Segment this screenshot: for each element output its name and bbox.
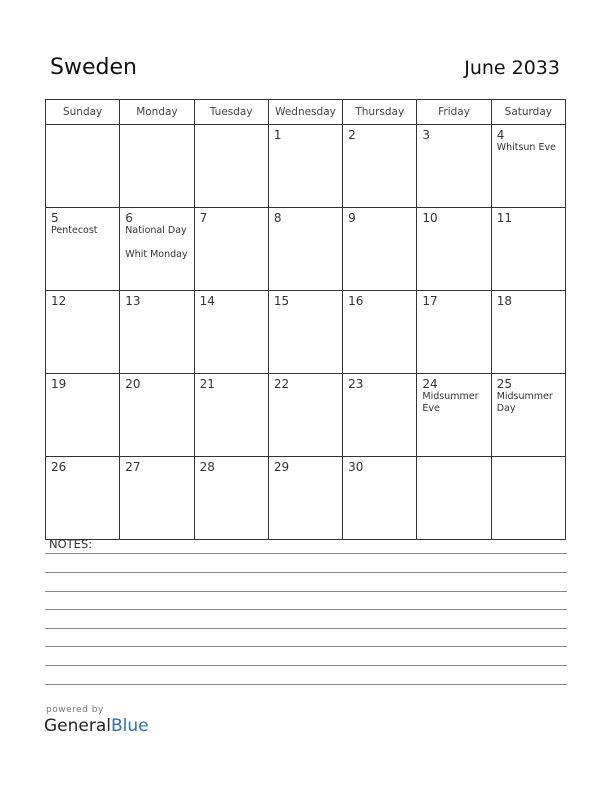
month-title: June 2033 — [464, 57, 560, 79]
notes-line — [45, 553, 567, 554]
day-number: 23 — [348, 377, 364, 391]
day-cell — [491, 208, 565, 291]
day-number: 7 — [199, 211, 208, 225]
weekday-header: Friday — [417, 100, 491, 125]
day-number: 28 — [199, 460, 215, 474]
day-number: 4 — [496, 128, 505, 142]
calendar-body — [46, 125, 566, 540]
weekday-header: Saturday — [491, 100, 565, 125]
notes-label: NOTES: — [49, 537, 93, 551]
day-cell — [268, 208, 342, 291]
calendar-grid — [45, 99, 566, 540]
week-row — [46, 457, 566, 540]
day-number: 11 — [496, 211, 512, 225]
day-cell — [120, 457, 194, 540]
day-number: 13 — [125, 294, 141, 308]
day-number: 1 — [273, 128, 282, 142]
week-row — [46, 125, 566, 208]
day-cell — [46, 125, 120, 208]
day-cell — [120, 208, 194, 291]
day-number: 18 — [496, 294, 512, 308]
weekday-header: Thursday — [343, 100, 417, 125]
holiday-label: Midsummer Day — [496, 391, 553, 414]
day-cell — [194, 291, 268, 374]
day-number: 24 — [422, 377, 438, 391]
day-cell — [46, 374, 120, 457]
notes-line — [45, 591, 567, 592]
day-cell — [417, 374, 491, 457]
day-cell — [491, 374, 565, 457]
weekday-header: Sunday — [46, 100, 120, 125]
logo-general-text: General — [44, 716, 111, 736]
notes-line — [45, 628, 567, 629]
day-number: 14 — [199, 294, 215, 308]
day-cell — [491, 125, 565, 208]
week-row — [46, 208, 566, 291]
day-number: 12 — [51, 294, 67, 308]
day-cell — [417, 291, 491, 374]
day-cell — [120, 374, 194, 457]
week-row — [46, 291, 566, 374]
day-cell — [417, 125, 491, 208]
day-cell — [343, 457, 417, 540]
day-cell — [268, 125, 342, 208]
day-cell — [46, 457, 120, 540]
logo-blue-text: Blue — [111, 716, 149, 736]
day-cell — [491, 457, 565, 540]
day-cell — [194, 457, 268, 540]
holiday-label: Whit Monday — [125, 249, 188, 260]
week-row — [46, 374, 566, 457]
day-cell — [120, 291, 194, 374]
notes-line — [45, 609, 567, 610]
notes-line — [45, 684, 567, 685]
day-number: 10 — [422, 211, 438, 225]
day-number: 25 — [496, 377, 512, 391]
weekday-header: Wednesday — [268, 100, 342, 125]
day-cell — [120, 125, 194, 208]
day-cell — [194, 125, 268, 208]
holiday-label: Pentecost — [51, 225, 98, 236]
generalblue-logo[interactable] — [44, 716, 149, 736]
holiday-label: National Day — [125, 225, 187, 236]
holiday-label: Whitsun Eve — [496, 142, 556, 153]
day-number: 5 — [51, 211, 59, 225]
day-cell — [194, 374, 268, 457]
country-title: Sweden — [50, 55, 137, 80]
holiday-label: Midsummer Eve — [422, 391, 479, 414]
day-cell — [268, 291, 342, 374]
day-number: 22 — [273, 377, 290, 391]
day-number: 26 — [51, 460, 67, 474]
day-cell — [417, 457, 491, 540]
weekday-header: Tuesday — [194, 100, 268, 125]
day-cell — [268, 374, 342, 457]
day-number: 21 — [199, 377, 215, 391]
day-cell — [343, 125, 417, 208]
day-number: 15 — [273, 294, 290, 308]
notes-line — [45, 646, 567, 647]
weekday-header: Monday — [120, 100, 194, 125]
day-number: 9 — [348, 211, 356, 225]
day-cell — [343, 208, 417, 291]
day-number: 16 — [348, 294, 364, 308]
day-number: 20 — [125, 377, 141, 391]
day-cell — [194, 208, 268, 291]
day-cell — [491, 291, 565, 374]
day-cell — [46, 291, 120, 374]
powered-by-text: powered by — [46, 705, 104, 715]
day-cell — [417, 208, 491, 291]
day-number: 19 — [51, 377, 67, 391]
day-number: 6 — [125, 211, 133, 225]
day-cell — [46, 208, 120, 291]
notes-line — [45, 665, 567, 666]
day-number: 2 — [348, 128, 356, 142]
day-number: 8 — [273, 211, 282, 225]
day-cell — [343, 374, 417, 457]
day-number: 3 — [422, 128, 431, 142]
day-number: 17 — [422, 294, 438, 308]
day-number: 27 — [125, 460, 141, 474]
day-number: 30 — [348, 460, 364, 474]
notes-line — [45, 572, 567, 573]
day-cell — [343, 291, 417, 374]
weekday-header-row — [46, 100, 566, 125]
day-cell — [268, 457, 342, 540]
day-number: 29 — [273, 460, 290, 474]
